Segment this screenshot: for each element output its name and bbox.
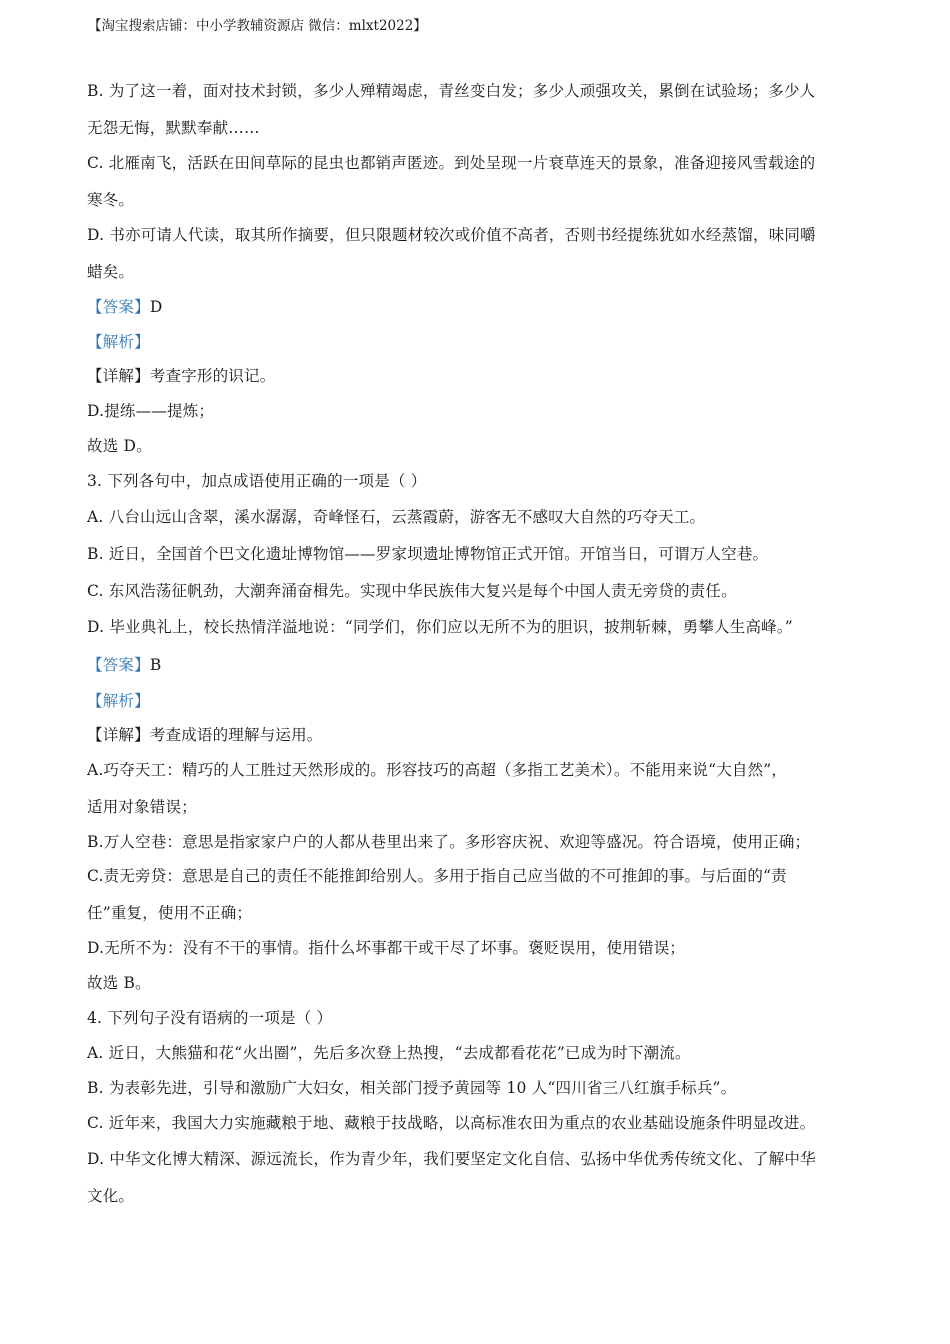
q3-conclusion: 故选 B。	[87, 974, 151, 992]
q3-explain-b: B.万人空巷：意思是指家家户户的人都从巷里出来了。多形容庆祝、欢迎等盛况。符合语境，使用正确；	[87, 833, 811, 851]
q4-option-d-line2: 文化。	[87, 1187, 135, 1205]
q4-option-c: C. 近年来，我国大力实施藏粮于地、藏粮于技战略，以高标准农田为重点的农业基础设施条件明显改进。	[87, 1114, 816, 1132]
q2-option-d-line2: 蜡矣。	[87, 263, 135, 281]
q3-option-a: A. 八台山远山含翠，溪水潺潺，奇峰怪石，云蒸霞蔚，游客无不感叹大自然的巧夺天工。	[87, 508, 706, 526]
q3-analysis-tag: 【解析】	[87, 692, 150, 710]
q4-option-b: B. 为表彰先进，引导和激励广大妇女，相关部门授予黄园等 10 人“四川省三八红旗手标兵”。	[87, 1079, 737, 1097]
answer-value: B	[149, 656, 162, 674]
q2-option-b-line1: B. 为了这一着，面对技术封锁，多少人殚精竭虑，青丝变白发；多少人顽强攻关，累倒在试验场；多少人	[87, 82, 816, 100]
q3-option-b: B. 近日，全国首个巴文化遗址博物馆——罗家坝遗址博物馆正式开馆。开馆当日，可谓万人空巷。	[87, 545, 769, 563]
answer-tag: 【答案】	[87, 298, 150, 316]
q2-option-c-line1: C. 北雁南飞，活跃在田间草际的昆虫也都销声匿迹。到处呈现一片衰草连天的景象，准备迎接风雪载途的	[87, 154, 816, 172]
q3-option-d: D. 毕业典礼上，校长热情洋溢地说：“同学们，你们应以无所不为的胆识，披荆斩棘，勇攀人生高峰。”	[87, 618, 793, 636]
q3-explain-c-line2: 任”重复，使用不正确；	[87, 904, 253, 922]
q3-answer	[87, 655, 161, 675]
q3-stem: 3. 下列各句中，加点成语使用正确的一项是（ ）	[87, 472, 427, 490]
q2-detail: 【详解】考查字形的识记。	[87, 367, 276, 385]
q3-explain-c-line1: C.责无旁贷：意思是自己的责任不能推卸给别人。多用于指自己应当做的不可推卸的事。与后面的“责	[87, 867, 787, 885]
q4-stem: 4. 下列句子没有语病的一项是（ ）	[87, 1009, 333, 1027]
q3-explain-a-line2: 适用对象错误；	[87, 798, 197, 816]
q2-analysis-tag: 【解析】	[87, 333, 150, 351]
answer-tag: 【答案】	[87, 656, 150, 674]
q4-option-a: A. 近日，大熊猫和花“火出圈”，先后多次登上热搜，“去成都看花花”已成为时下潮流。	[87, 1044, 691, 1062]
q3-detail: 【详解】考查成语的理解与运用。	[87, 726, 323, 744]
q4-option-d-line1: D. 中华文化博大精深、源远流长，作为青少年，我们要坚定文化自信、弘扬中华优秀传统文化、了解中华	[87, 1150, 816, 1168]
q2-answer	[87, 297, 162, 317]
q2-option-b-line2: 无怨无悔，默默奉献……	[87, 119, 260, 137]
page-header: 【淘宝搜索店铺：中小学教辅资源店 微信：mlxt2022】	[88, 18, 427, 34]
q3-option-c: C. 东风浩荡征帆劲，大潮奔涌奋楫先。实现中华民族伟大复兴是每个中国人责无旁贷的责任。	[87, 582, 737, 600]
q3-explain-a-line1: A.巧夺天工：精巧的人工胜过天然形成的。形容技巧的高超（多指工艺美术）。不能用来说“大自然”，	[87, 761, 788, 779]
answer-value: D	[149, 298, 163, 316]
q2-explain-d: D.提练——提炼；	[87, 402, 215, 420]
q2-option-c-line2: 寒冬。	[87, 191, 135, 209]
q2-option-d-line1: D. 书亦可请人代读，取其所作摘要，但只限题材较次或价值不高者，否则书经提练犹如水经蒸馏，味同嚼	[87, 226, 816, 244]
q3-explain-d: D.无所不为：没有不干的事情。指什么坏事都干或干尽了坏事。褒贬误用，使用错误；	[87, 939, 686, 957]
q2-conclusion: 故选 D。	[87, 437, 152, 455]
